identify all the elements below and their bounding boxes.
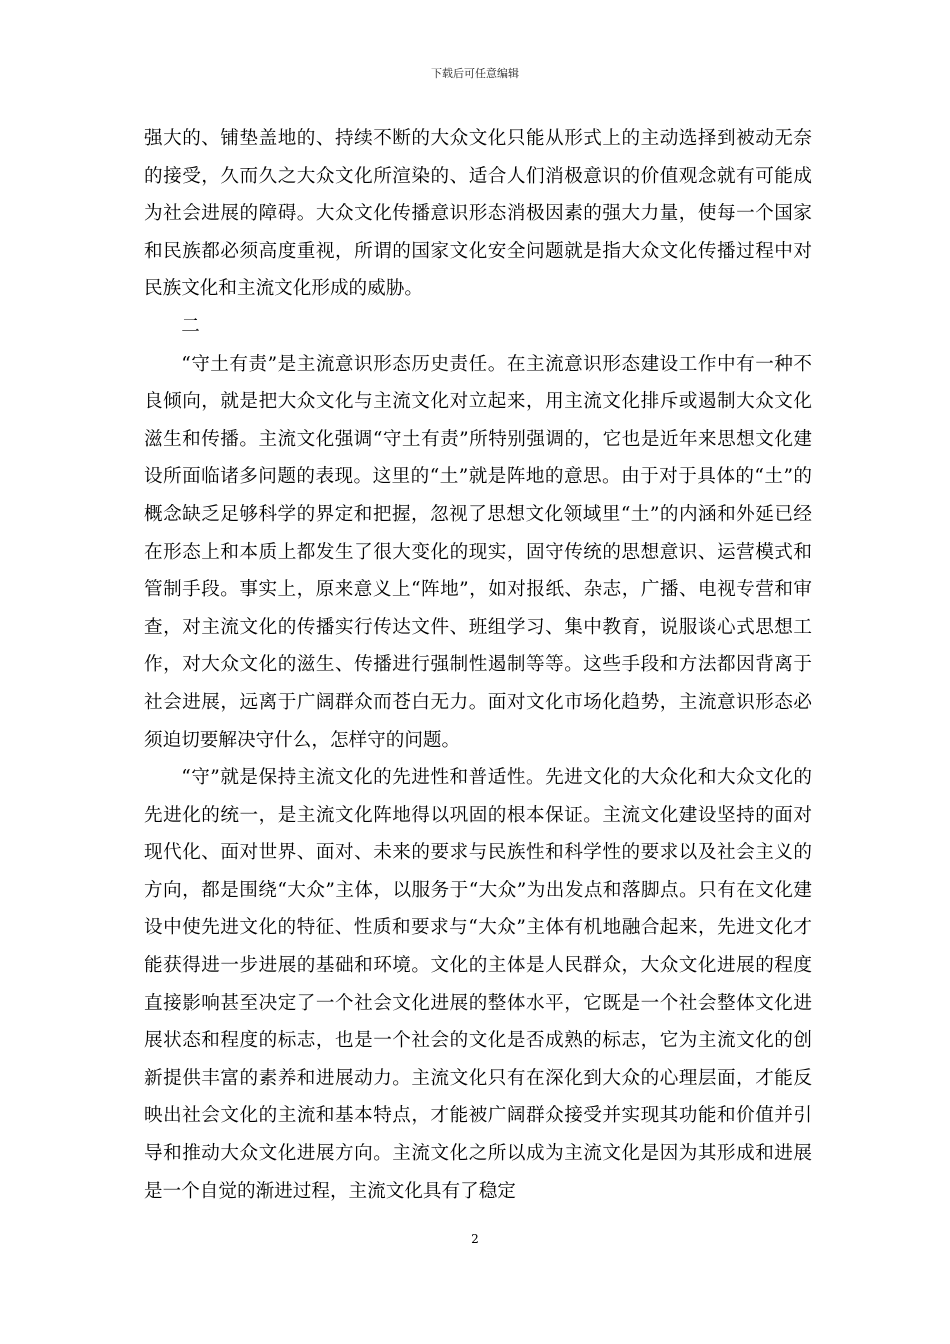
- section-heading: 二: [181, 315, 200, 337]
- page-header: 下载后可任意编辑: [431, 67, 519, 80]
- paragraph-continuation: 强大的、铺垫盖地的、持续不断的大众文化只能从形式上的主动选择到被动无奈的接受，久而久之大众文化所渲染的、适合人们消极意识的价值观念就有可能成为社会进展的障碍。大众文化传播意识形态消极因素的强大力量，使每一个国家和民族都必须高度重视，所谓的国家文化安全问题就是指大众文化传播过程中对民族文化和主流文化形成的威胁。: [144, 128, 812, 300]
- page-number: 2: [471, 1232, 479, 1246]
- paragraph: “守”就是保持主流文化的先进性和普适性。先进文化的大众化和大众文化的先进化的统一，是主流文化阵地得以巩固的根本保证。主流文化建设坚持的面对现代化、面对世界、面对、未来的要求与民族性和科学性的要求以及社会主义的方向，都是围绕“大众”主体，以服务于“大众”为出发点和落脚点。只有在文化建设中使先进文化的特征、性质和要求与“大众”主体有机地融合起来，先进文化才能获得进一步进展的基础和环境。文化的主体是人民群众，大众文化进展的程度直接影响甚至决定了一个社会文化进展的整体水平，它既是一个社会整体文化进展状态和程度的标志，也是一个社会的文化是否成熟的标志，它为主流文化的创新提供丰富的素养和进展动力。主流文化只有在深化到大众的心理层面，才能反映出社会文化的主流和基本特点，才能被广阔群众接受并实现其功能和价值并引导和推动大众文化进展方向。主流文化之所以成为主流文化是因为其形成和进展是一个自觉的渐进过程，主流文化具有了稳定: [144, 767, 812, 1202]
- paragraph: “守土有责”是主流意识形态历史责任。在主流意识形态建设工作中有一种不良倾向，就是把大众文化与主流文化对立起来，用主流文化排斥或遏制大众文化滋生和传播。主流文化强调“守土有责”所特别强调的，它也是近年来思想文化建设所面临诸多问题的表现。这里的“土”就是阵地的意思。由于对于具体的“土”的概念缺乏足够科学的界定和把握，忽视了思想文化领域里“土”的内涵和外延已经在形态上和本质上都发生了很大变化的现实，固守传统的思想意识、运营模式和管制手段。事实上，原来意义上“阵地”，如对报纸、杂志，广播、电视专营和审查，对主流文化的传播实行传达文件、班组学习、集中教育，说服谈心式思想工作，对大众文化的滋生、传播进行强制性遏制等等。这些手段和方法都因背离于社会进展，远离于广阔群众而苍白无力。面对文化市场化趋势，主流意识形态必须迫切要解决守什么，怎样守的问题。: [144, 353, 812, 751]
- document-body: [144, 120, 812, 1210]
